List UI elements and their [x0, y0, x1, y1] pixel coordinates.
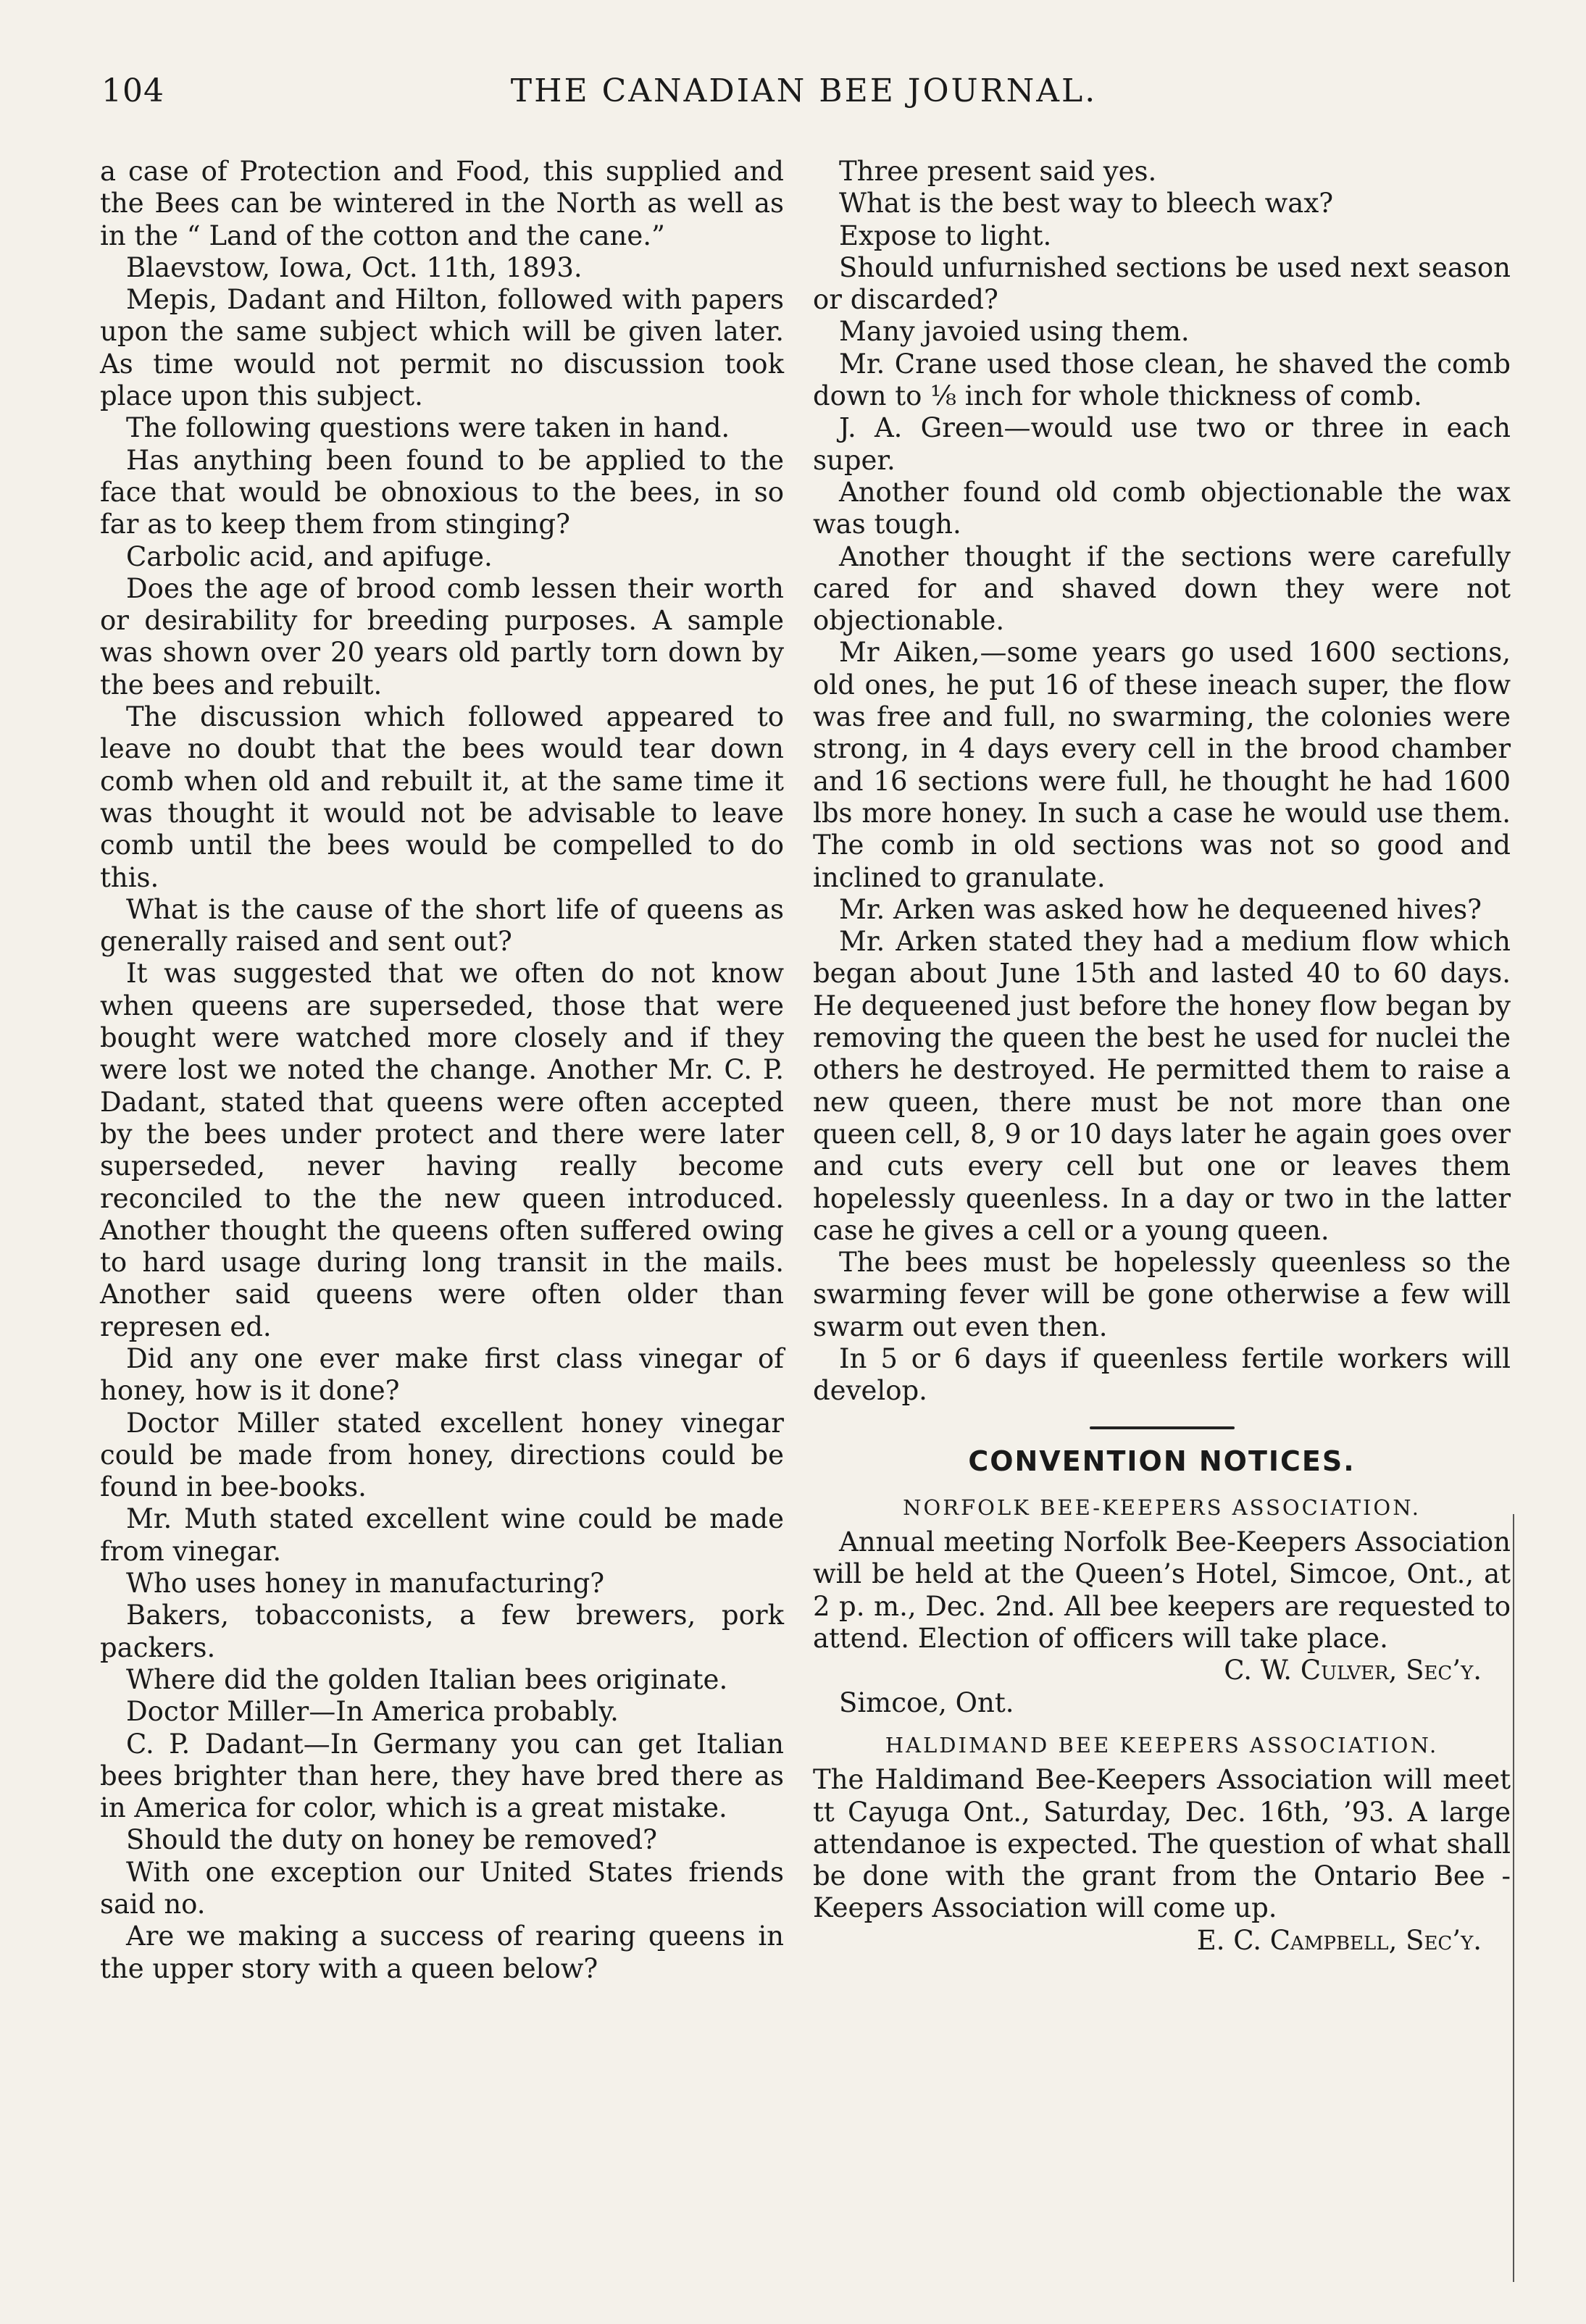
left-column	[100, 156, 784, 1985]
answer: Another thought if the sections were carefully cared for and shaved down they were not objectionable.	[813, 540, 1511, 637]
question: Mr. Arken was asked how he dequeened hives?	[839, 893, 1482, 925]
page-edge-rule	[1513, 1514, 1514, 2282]
answer: Another found old comb objectionable the wax was tough.	[813, 476, 1511, 540]
question: Has anything been found to be applied to the face that would be obnoxious to the bees, in so far as to keep them from stinging?	[100, 444, 784, 540]
answer: Mr. Crane used those clean, he shaved the comb down to ⅛ inch for whole thickness of comb.	[813, 348, 1511, 412]
norfolk-signature	[813, 1655, 1511, 1686]
question: Who uses honey in manufacturing?	[126, 1568, 605, 1600]
page-number: 104	[101, 72, 164, 109]
running-title: THE CANADIAN BEE JOURNAL.	[510, 72, 1098, 109]
paragraph: It was suggested that we often do not know when queens are superseded, those that were bought were watched more closely and if they were lost we noted the change. Another Mr. C. P. Dadant, stated that queens were often accepted by the bees under protect and there were later superseded, never having really become reconciled to the the new queen introduced. Another thought the queens often suffered owing to hard usage during long transit in the mails. Another said queens were often older than represen ed.	[100, 958, 784, 1342]
answer: Mr Aiken,—some years go used 1600 sections, old ones, he put 16 of these ineach super, the flow was free and full, no swarming, the colonies were strong, in 4 days every cell in the brood chamber and 16 sections were full, he thought he had 1600 lbs more honey. In such a case he would use them. The comb in old sections was not so good and inclined to granulate.	[813, 637, 1511, 893]
question: Where did the golden Italian bees originate.	[126, 1663, 728, 1695]
dateline: Blaevstow, Iowa, Oct. 11th, 1893.	[126, 251, 583, 283]
norfolk-heading: NORFOLK BEE-KEEPERS ASSOCIATION.	[903, 1495, 1421, 1520]
norfolk-place: Simcoe, Ont.	[839, 1686, 1014, 1718]
paragraph: The bees must be hopelessly queenless so the swarming fever will be gone otherwise a few will swarm out even then.	[813, 1247, 1511, 1342]
question: What is the cause of the short life of queens as generally raised and sent out?	[100, 893, 784, 958]
signature-text: C. W. Culver, Sec’y.	[1224, 1655, 1482, 1686]
answer: Many javoied using them.	[839, 316, 1190, 348]
answer: Carbolic acid, and apifuge.	[126, 540, 493, 572]
question: Did any one ever make first class vinegar of honey, how is it done?	[100, 1342, 784, 1407]
question: Does the age of brood comb lessen their worth or desirability for breeding purposes. A sample was shown over 20 years old partly torn down by the bees and rebuilt.	[100, 572, 784, 701]
answer: Mr. Muth stated excellent wine could be made from vinegar.	[100, 1503, 784, 1567]
haldimand-heading: HALDIMAND BEE KEEPERS ASSOCIATION.	[885, 1732, 1439, 1757]
paragraph: The following questions were taken in hand.	[126, 412, 730, 444]
page-header	[101, 72, 1506, 130]
haldimand-signature	[813, 1925, 1511, 1957]
answer: Bakers, tobacconists, a few brewers, pork packers.	[100, 1600, 784, 1663]
convention-notices-title: CONVENTION NOTICES.	[968, 1445, 1356, 1477]
paragraph: The discussion which followed appeared to leave no doubt that the bees would tear down comb when old and rebuilt it, at the same time it was thought it would not be advisable to leave comb until the bees would be compelled to do this.	[100, 701, 784, 893]
answer: J. A. Green—would use two or three in each super.	[813, 412, 1511, 476]
answer: Doctor Miller stated excellent honey vinegar could be made from honey, directions could be found in bee-books.	[100, 1407, 784, 1503]
question: Should the duty on honey be removed?	[126, 1824, 657, 1856]
paragraph: In 5 or 6 days if queenless fertile workers will develop.	[813, 1342, 1511, 1407]
section-divider	[1090, 1426, 1235, 1429]
answer: Doctor Miller—In America probably.	[126, 1696, 619, 1728]
answer: Expose to light.	[839, 220, 1052, 251]
right-column	[813, 156, 1511, 1957]
norfolk-notice-body: Annual meeting Norfolk Bee-Keepers Association will be held at the Queen’s Hotel, Simcoe, Ont., at 2 p. m., Dec. 2nd. All bee keepers are requested to attend. Election of officers will take place.	[813, 1526, 1511, 1655]
signature-text: E. C. Campbell, Sec’y.	[1196, 1924, 1482, 1956]
paragraph: a case of Protection and Food, this supplied and the Bees can be wintered in the North as well as in the “ Land of the cotton and the cane.”	[100, 156, 784, 251]
question: Should unfurnished sections be used next season or discarded?	[813, 251, 1511, 316]
question: What is the best way to bleech wax?	[839, 188, 1334, 220]
answer: With one exception our United States friends said no.	[100, 1856, 784, 1920]
paragraph: Mepis, Dadant and Hilton, followed with papers upon the same subject which will be given later. As time would not permit no discussion took place upon this subject.	[100, 284, 784, 412]
question: Are we making a success of rearing queens in the upper story with a queen below?	[100, 1920, 784, 1984]
answer: Three present said yes.	[839, 156, 1157, 187]
haldimand-notice-body: The Haldimand Bee-Keepers Association will meet tt Cayuga Ont., Saturday, Dec. 16th, ’93. A large attendanoe is expected. The question of what shall be done with the grant from the Ontario Bee - Keepers Association will come up.	[813, 1764, 1511, 1924]
answer: Mr. Arken stated they had a medium flow which began about June 15th and lasted 40 to 60 days. He dequeened just before the honey flow began by removing the queen the best he used for nuclei the others he destroyed. He permitted them to raise a new queen, there must be not more than one queen cell, 8, 9 or 10 days later he again goes over and cuts every cell but one or leaves them hopelessly queenless. In a day or two in the latter case he gives a cell or a young queen.	[813, 926, 1511, 1246]
answer: C. P. Dadant—In Germany you can get Italian bees brighter than here, they have bred there as in America for color, which is a great mistake.	[100, 1728, 784, 1824]
